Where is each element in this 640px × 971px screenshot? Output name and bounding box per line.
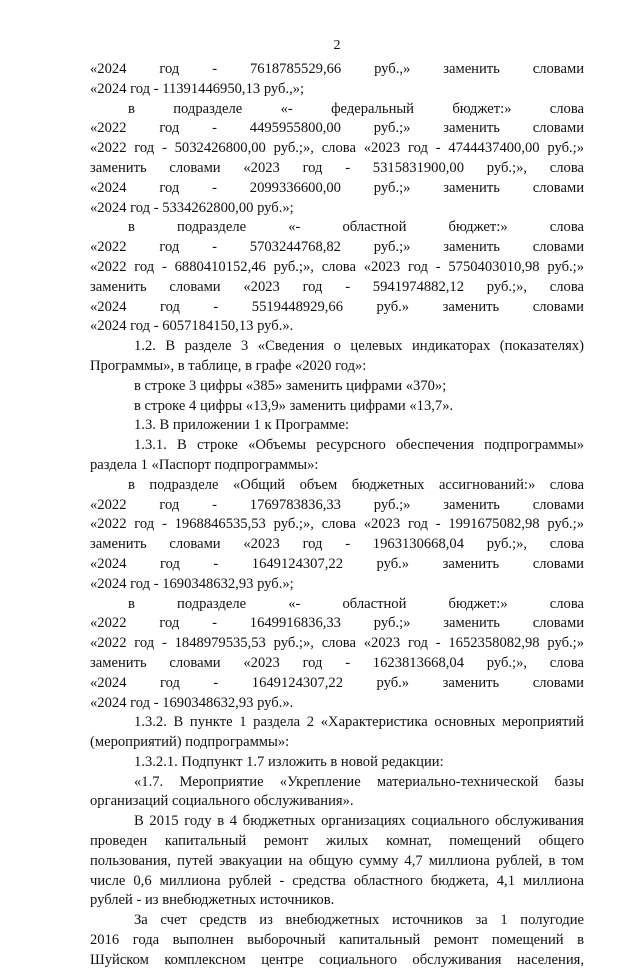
text-line: в подразделе «- федеральный бюджет:» слова	[128, 100, 584, 117]
document-body	[90, 60, 584, 971]
text-line: «2022 год - 4495955800,00 руб.;» заменить словами	[90, 120, 584, 137]
text-line: «2024 год - 1690348632,93 руб.»;	[90, 575, 294, 592]
text-line: «2024 год - 11391446950,13 руб.,»;	[90, 80, 305, 97]
text-line: «1.7. Мероприятие «Укрепление материально-технической базы	[134, 773, 584, 790]
text-line: числе 0,6 миллиона рублей - средства областного бюджета, 4,1 миллиона	[90, 872, 584, 889]
text-line: «2022 год - 6880410152,46 руб.;», слова «2023 год - 5750403010,98 руб.;»	[90, 258, 584, 275]
text-line: пользования, путей эвакуации на общую сумму 4,7 миллиона рублей, в том	[90, 852, 584, 869]
text-line: в подразделе «- областной бюджет:» слова	[128, 219, 584, 236]
text-line: 1.2. В разделе 3 «Сведения о целевых индикаторах (показателях)	[134, 338, 584, 355]
text-line: рублей - из внебюджетных источников.	[90, 892, 335, 909]
text-line: заменить словами «2023 год - 5315831900,00 руб.;», слова	[90, 159, 584, 176]
text-line: в подразделе «Общий объем бюджетных ассигнований:» слова	[128, 476, 584, 493]
text-line: (мероприятий) подпрограммы»:	[90, 734, 290, 751]
text-line: заменить словами «2023 год - 1623813668,04 руб.;», слова	[90, 654, 584, 671]
text-line: 1.3.1. В строке «Объемы ресурсного обеспечения подпрограммы»	[134, 437, 584, 454]
text-line: «2024 год - 2099336600,00 руб.;» заменить словами	[90, 179, 584, 196]
text-line: Программы», в таблице, в графе «2020 год»:	[90, 357, 367, 374]
text-line: организаций социального обслуживания».	[90, 793, 354, 810]
text-line: «2024 год - 1690348632,93 руб.».	[90, 694, 294, 711]
text-line: В 2015 году в 4 бюджетных организациях социального обслуживания	[134, 813, 584, 830]
text-line: 1.3.2.1. Подпункт 1.7 изложить в новой редакции:	[134, 753, 444, 770]
text-line: заменить словами «2023 год - 1963130668,04 руб.;», слова	[90, 536, 584, 553]
text-line: «2022 год - 5032426800,00 руб.;», слова «2023 год - 4744437400,00 руб.;»	[90, 140, 584, 157]
text-line: «2024 год - 1649124307,22 руб.» заменить словами	[90, 555, 584, 572]
text-line: «2024 год - 7618785529,66 руб.,» заменить словами	[90, 61, 584, 77]
text-line: Шуйском комплексном центре социального обслуживания населения,	[90, 951, 584, 968]
text-line: в строке 4 цифры «13,9» заменить цифрами «13,7».	[134, 397, 454, 414]
text-line: «2022 год - 1769783836,33 руб.;» заменить словами	[90, 496, 584, 513]
text-line: раздела 1 «Паспорт подпрограммы»:	[90, 456, 319, 473]
text-line: в подразделе «- областной бюджет:» слова	[128, 595, 584, 612]
page-number: 2	[333, 38, 341, 53]
text-line: в строке 3 цифры «385» заменить цифрами «370»;	[134, 377, 447, 394]
text-line: 1.3. В приложении 1 к Программе:	[134, 417, 350, 434]
text-line: 1.3.2. В пункте 1 раздела 2 «Характеристика основных мероприятий	[134, 714, 584, 731]
text-line: заменить словами «2023 год - 5941974882,12 руб.;», слова	[90, 278, 584, 295]
text-line: «2022 год - 1848979535,53 руб.;», слова «2023 год - 1652358082,98 руб.;»	[90, 635, 584, 652]
text-line: «2022 год - 5703244768,82 руб.;» заменить словами	[90, 239, 584, 256]
text-line: «2024 год - 6057184150,13 руб.».	[90, 318, 294, 335]
text-line: 2016 года выполнен выборочный капитальный ремонт помещений в	[90, 932, 584, 949]
text-line: «2024 год - 5334262800,00 руб.»;	[90, 199, 294, 216]
text-line: «2024 год - 5519448929,66 руб.» заменить словами	[90, 298, 584, 315]
text-line: проведен капитальный ремонт жилых комнат, помещений общего	[90, 833, 584, 850]
text-line: «2022 год - 1649916836,33 руб.;» заменить словами	[90, 615, 584, 632]
text-line: «2022 год - 1968846535,53 руб.;», слова «2023 год - 1991675082,98 руб.;»	[90, 516, 584, 533]
text-line: «2024 год - 1649124307,22 руб.» заменить словами	[90, 674, 584, 691]
text-line: За счет средств из внебюджетных источников за 1 полугодие	[134, 912, 584, 929]
